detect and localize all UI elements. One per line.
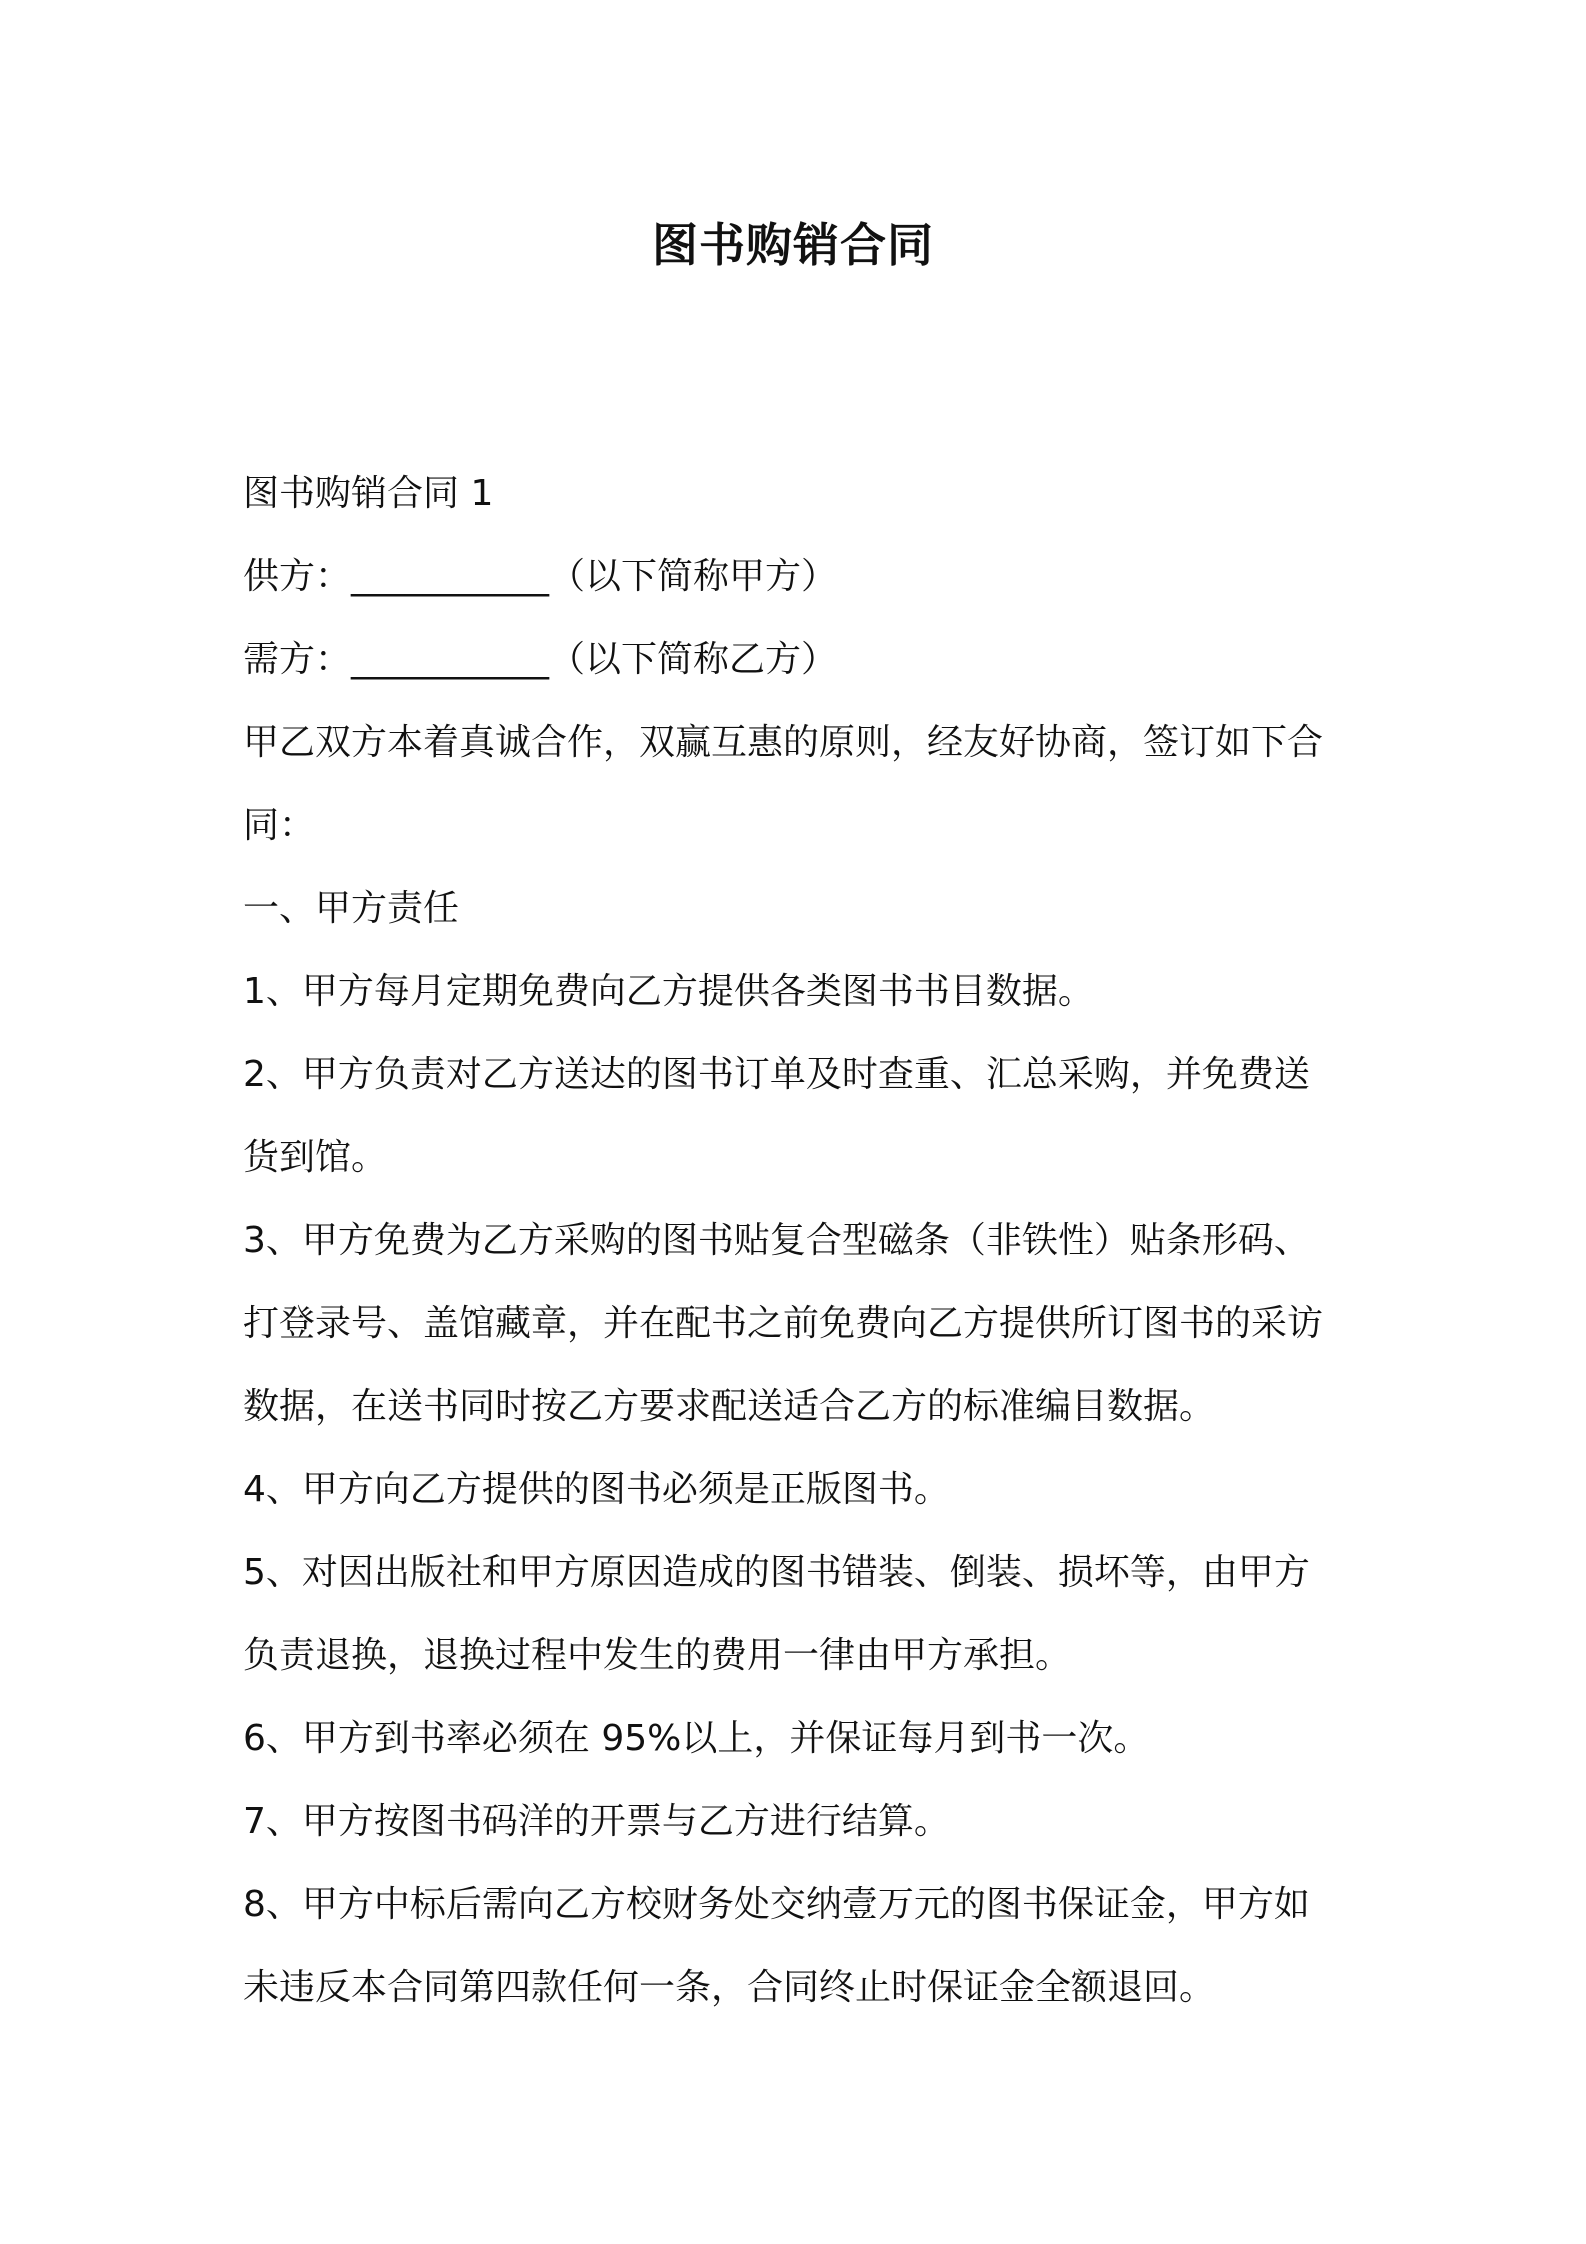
section-heading: 一、甲方责任 [243, 888, 460, 929]
clause-line: 6、甲方到书率必须在 95%以上，并保证每月到书一次。 [243, 1718, 1150, 1759]
clause-line: 4、甲方向乙方提供的图书必须是正版图书。 [243, 1469, 950, 1510]
clause-line: 7、甲方按图书码洋的开票与乙方进行结算。 [243, 1801, 950, 1842]
clause-line: 8、甲方中标后需向乙方校财务处交纳壹万元的图书保证金，甲方如 [243, 1884, 1310, 1925]
supplier-line: 供方：___________（以下简称甲方） [243, 556, 838, 597]
buyer-line: 需方：___________（以下简称乙方） [243, 639, 838, 680]
clause-line: 打登录号、盖馆藏章，并在配书之前免费向乙方提供所订图书的采访 [243, 1303, 1324, 1344]
clause-line: 5、对因出版社和甲方原因造成的图书错装、倒装、损坏等，由甲方 [243, 1552, 1310, 1593]
document-body [243, 452, 1358, 2029]
clause-line: 未违反本合同第四款任何一条，合同终止时保证金全额退回。 [243, 1967, 1216, 2008]
clause-line: 负责退换，退换过程中发生的费用一律由甲方承担。 [243, 1635, 1072, 1676]
clause-line: 数据，在送书同时按乙方要求配送适合乙方的标准编目数据。 [243, 1386, 1216, 1427]
preamble-line: 同： [243, 805, 316, 846]
clause-line: 3、甲方免费为乙方采购的图书贴复合型磁条（非铁性）贴条形码、 [243, 1220, 1310, 1261]
preamble-line: 甲乙双方本着真诚合作，双赢互惠的原则，经友好协商，签订如下合 [243, 722, 1324, 763]
document-title: 图书购销合同 [652, 218, 934, 272]
clause-line: 货到馆。 [243, 1137, 388, 1178]
clause-line: 1、甲方每月定期免费向乙方提供各类图书书目数据。 [243, 971, 1094, 1012]
subtitle-line: 图书购销合同 1 [243, 473, 494, 514]
clause-line: 2、甲方负责对乙方送达的图书订单及时查重、汇总采购，并免费送 [243, 1054, 1310, 1095]
